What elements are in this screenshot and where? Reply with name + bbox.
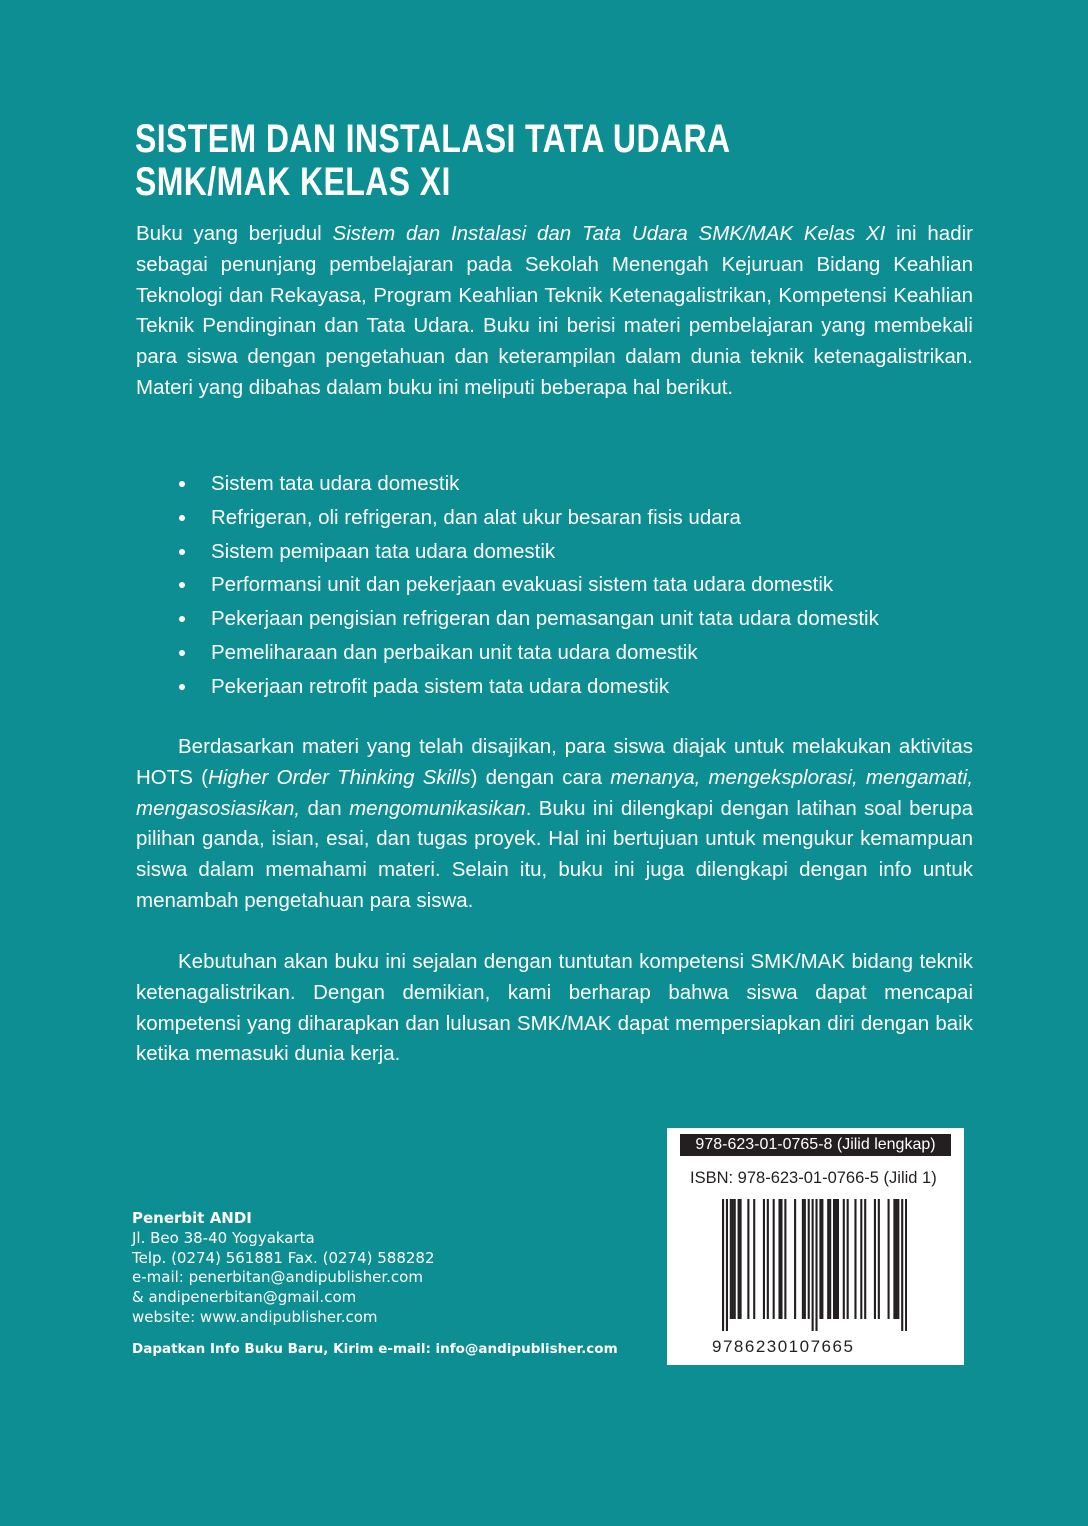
closing-paragraph: Kebutuhan akan buku ini sejalan dengan tuntutan kompetensi SMK/MAK bidang teknik ketenagalistrikan. Dengan demikian, kami berharap bahwa siswa dapat mencapai kompetensi yang diharapkan dan lulusan SMK/MAK dapat mempersiapkan diri dengan baik ketika memasuki dunia kerja.: [136, 950, 973, 1066]
barcode-bar: [895, 1199, 897, 1319]
barcode-bar: [821, 1199, 823, 1319]
barcode-bars: [722, 1199, 907, 1331]
topic-item: Refrigeran, oli refrigeran, dan alat ukur besaran fisis udara: [176, 501, 879, 535]
barcode-bar: [878, 1199, 880, 1319]
barcode-bar: [767, 1199, 769, 1319]
hots-verb-last: mengomunikasikan: [349, 796, 526, 820]
topic-item: Pekerjaan retrofit pada sistem tata udara domestik: [176, 670, 879, 704]
hots-text-1: Berdasarkan materi yang telah disajikan, para siswa diajak untuk melakukan aktivitas HOTS (: [136, 735, 973, 789]
barcode-bar: [815, 1199, 817, 1331]
barcode-bar: [854, 1199, 856, 1319]
book-title: [135, 118, 791, 204]
barcode-bar: [747, 1199, 749, 1319]
barcode-bar: [808, 1199, 810, 1319]
promo-line: Dapatkan Info Buku Baru, Kirim e-mail: info@andipublisher.com: [132, 1341, 618, 1357]
barcode-bar: [864, 1199, 866, 1319]
barcode-bar: [732, 1199, 734, 1319]
barcode-bar: [835, 1199, 837, 1319]
barcode-digits: 9786230107665: [712, 1337, 855, 1356]
barcode-bar: [726, 1199, 728, 1331]
barcode-bar: [843, 1199, 845, 1319]
topic-item: Sistem tata udara domestik: [176, 467, 879, 501]
intro-paragraph: [136, 219, 973, 404]
publisher-email-alt: & andipenerbitan@gmail.com: [132, 1288, 357, 1307]
barcode-bar: [804, 1199, 806, 1319]
isbn-set-label: 978-623-01-0765-8 (Jilid lengkap): [680, 1134, 951, 1156]
barcode-bar: [780, 1199, 782, 1319]
barcode-bar: [837, 1199, 839, 1319]
barcode-bar: [802, 1199, 804, 1319]
isbn-label: ISBN: 978-623-01-0766-5 (Jilid 1): [690, 1169, 937, 1187]
barcode-bar: [773, 1199, 775, 1319]
topic-item: Pemeliharaan dan perbaikan unit tata udara domestik: [176, 636, 879, 670]
intro-book-title: Sistem dan Instalasi dan Tata Udara SMK/MAK Kelas XI: [332, 222, 886, 245]
hots-text-4: . Buku ini dilengkapi dengan latihan soal berupa pilihan ganda, isian, esai, dan tugas proyek. Hal ini bertujuan untuk mengukur kemampuan siswa dalam memahami materi. Selain itu, buku ini juga dilengkapi dengan info untuk menambah pengetahuan para siswa.: [136, 796, 973, 912]
publisher-info: [132, 1209, 435, 1328]
publisher-website: website: www.andipublisher.com: [132, 1307, 378, 1326]
book-title-line-1: SISTEM DAN INSTALASI TATA UDARA: [135, 117, 731, 161]
barcode-panel: [667, 1128, 964, 1365]
book-title-line-2: SMK/MAK KELAS XI: [135, 160, 451, 204]
barcode-bar: [778, 1199, 780, 1319]
barcode-bar: [897, 1199, 899, 1319]
barcode-bar: [730, 1199, 732, 1319]
barcode-bar: [738, 1199, 740, 1319]
barcode-bar: [819, 1199, 821, 1319]
hots-term: Higher Order Thinking Skills: [207, 765, 471, 789]
barcode-bar: [734, 1199, 736, 1319]
hots-text-3: dan: [300, 796, 350, 820]
barcode-bar: [763, 1199, 765, 1319]
barcode-bar: [784, 1199, 786, 1319]
publisher-email: e-mail: penerbitan@andipublisher.com: [132, 1268, 423, 1287]
barcode-bar: [829, 1199, 831, 1319]
hots-text-2: ) dengan cara: [470, 765, 611, 789]
topic-list: [176, 467, 879, 704]
intro-text-end: ini hadir sebagai penunjang pembelajaran pada Sekolah Menengah Kejuruan Bidang Keahlian Teknologi dan Rekayasa, Program Keahlian Teknik Ketenagalistrikan, Kompetensi Keahlian Teknik Pendinginan dan Tata Udara. Buku ini berisi materi pembelajaran yang membekali para siswa dengan pengetahuan dan keterampilan dalam dunia teknik ketenagalistrikan. Materi yang dibahas dalam buku ini meliputi beberapa hal berikut.: [136, 222, 973, 399]
topic-item: Performansi unit dan pekerjaan evakuasi sistem tata udara domestik: [176, 568, 879, 602]
barcode-bar: [753, 1199, 755, 1319]
publisher-phone: Telp. (0274) 561881 Fax. (0274) 588282: [132, 1248, 435, 1267]
hots-verbs: menanya, mengeksplorasi, mengamati, mengasosiasikan,: [136, 765, 974, 820]
barcode-bar: [874, 1199, 876, 1319]
barcode-bar: [833, 1199, 835, 1319]
barcode-bar: [893, 1199, 895, 1319]
topic-item: Sistem pemipaan tata udara domestik: [176, 535, 879, 569]
hots-paragraph: [136, 732, 973, 917]
publisher-name: Penerbit ANDI: [132, 1209, 252, 1227]
barcode-bar: [860, 1199, 862, 1319]
barcode-bar: [847, 1199, 849, 1319]
barcode-bar: [794, 1199, 796, 1319]
barcode-bar: [812, 1199, 814, 1331]
barcode-bar: [901, 1199, 903, 1331]
barcode-bar: [722, 1199, 724, 1331]
publisher-address: Jl. Beo 38-40 Yogyakarta: [132, 1228, 315, 1247]
barcode-bar: [888, 1199, 890, 1319]
barcode-bar: [740, 1199, 742, 1319]
barcode-bar: [905, 1199, 907, 1331]
barcode-bar: [827, 1199, 829, 1319]
topic-item: Pekerjaan pengisian refrigeran dan pemasangan unit tata udara domestik: [176, 602, 879, 636]
intro-text-start: Buku yang berjudul: [136, 222, 333, 245]
